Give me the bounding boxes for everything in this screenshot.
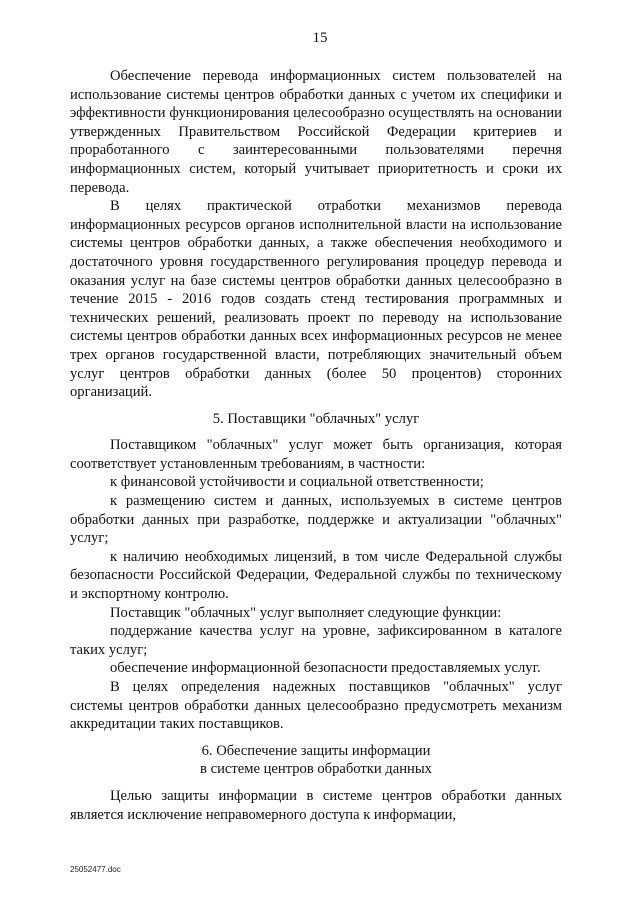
list-item: обеспечение информационной безопасности предоставляемых услуг. <box>110 660 541 677</box>
paragraph: В целях определения надежных поставщиков "облачных" услуг системы центров обработки данных целесообразно предусмотреть механизм аккредитации таких поставщиков. <box>70 679 562 733</box>
section-heading-6 <box>70 742 562 779</box>
page-number: 15 <box>312 30 328 46</box>
document-file-code: 25052477.doc <box>70 865 121 874</box>
list-item: к финансовой устойчивости и социальной ответственности; <box>110 474 484 491</box>
section-heading-line: в системе центров обработки данных <box>200 761 432 778</box>
document-body <box>70 67 562 824</box>
list-item: поддержание качества услуг на уровне, зафиксированном в каталоге таких услуг; <box>70 623 562 658</box>
paragraph: Поставщиком "облачных" услуг может быть организация, которая соответствует установленным требованиям, в частности: <box>70 437 562 472</box>
list-item: к наличию необходимых лицензий, в том числе Федеральной службы безопасности Российской Федерации, Федеральной службы по техническому и экспортному контролю. <box>70 548 562 603</box>
paragraph: Поставщик "облачных" услуг выполняет следующие функции: <box>110 604 502 621</box>
paragraph: В целях практической отработки механизмов перевода информационных ресурсов органов исполнительной власти на использование системы центров обработки данных, а также обеспечения необходимого и достаточного уровня государственного регулирования процедур перевода и оказания услуг на базе системы центров обработки данных целесообразно в течение 2015 - 2016 годов создать стенд тестирования программных и технических решений, реализовать проект по переводу на использование системы центров обработки данных всех информационных ресурсов не менее трех органов государственной власти, потребляющих значительный объем услуг центров обработки данных (более 50 процентов) сторонних организаций. <box>70 198 562 401</box>
paragraph: Обеспечение перевода информационных систем пользователей на использование системы центров обработки данных с учетом их специфики и эффективности функционирования целесообразно осуществлять на основании утвержденных Правительством Российской Федерации критериев и проработанного с заинтересованными пользователями перечня информационных систем, который учитывает приоритетность и сроки их перевода. <box>70 68 562 196</box>
section-heading-5: 5. Поставщики "облачных" услуг <box>212 410 420 427</box>
paragraph: Целью защиты информации в системе центров обработки данных является исключение неправомерного доступа к информации, <box>70 787 562 823</box>
section-heading-line: 6. Обеспечение защиты информации <box>201 742 431 759</box>
list-item: к размещению систем и данных, используемых в системе центров обработки данных при разработке, поддержке и актуализации "облачных" услуг; <box>70 493 562 547</box>
